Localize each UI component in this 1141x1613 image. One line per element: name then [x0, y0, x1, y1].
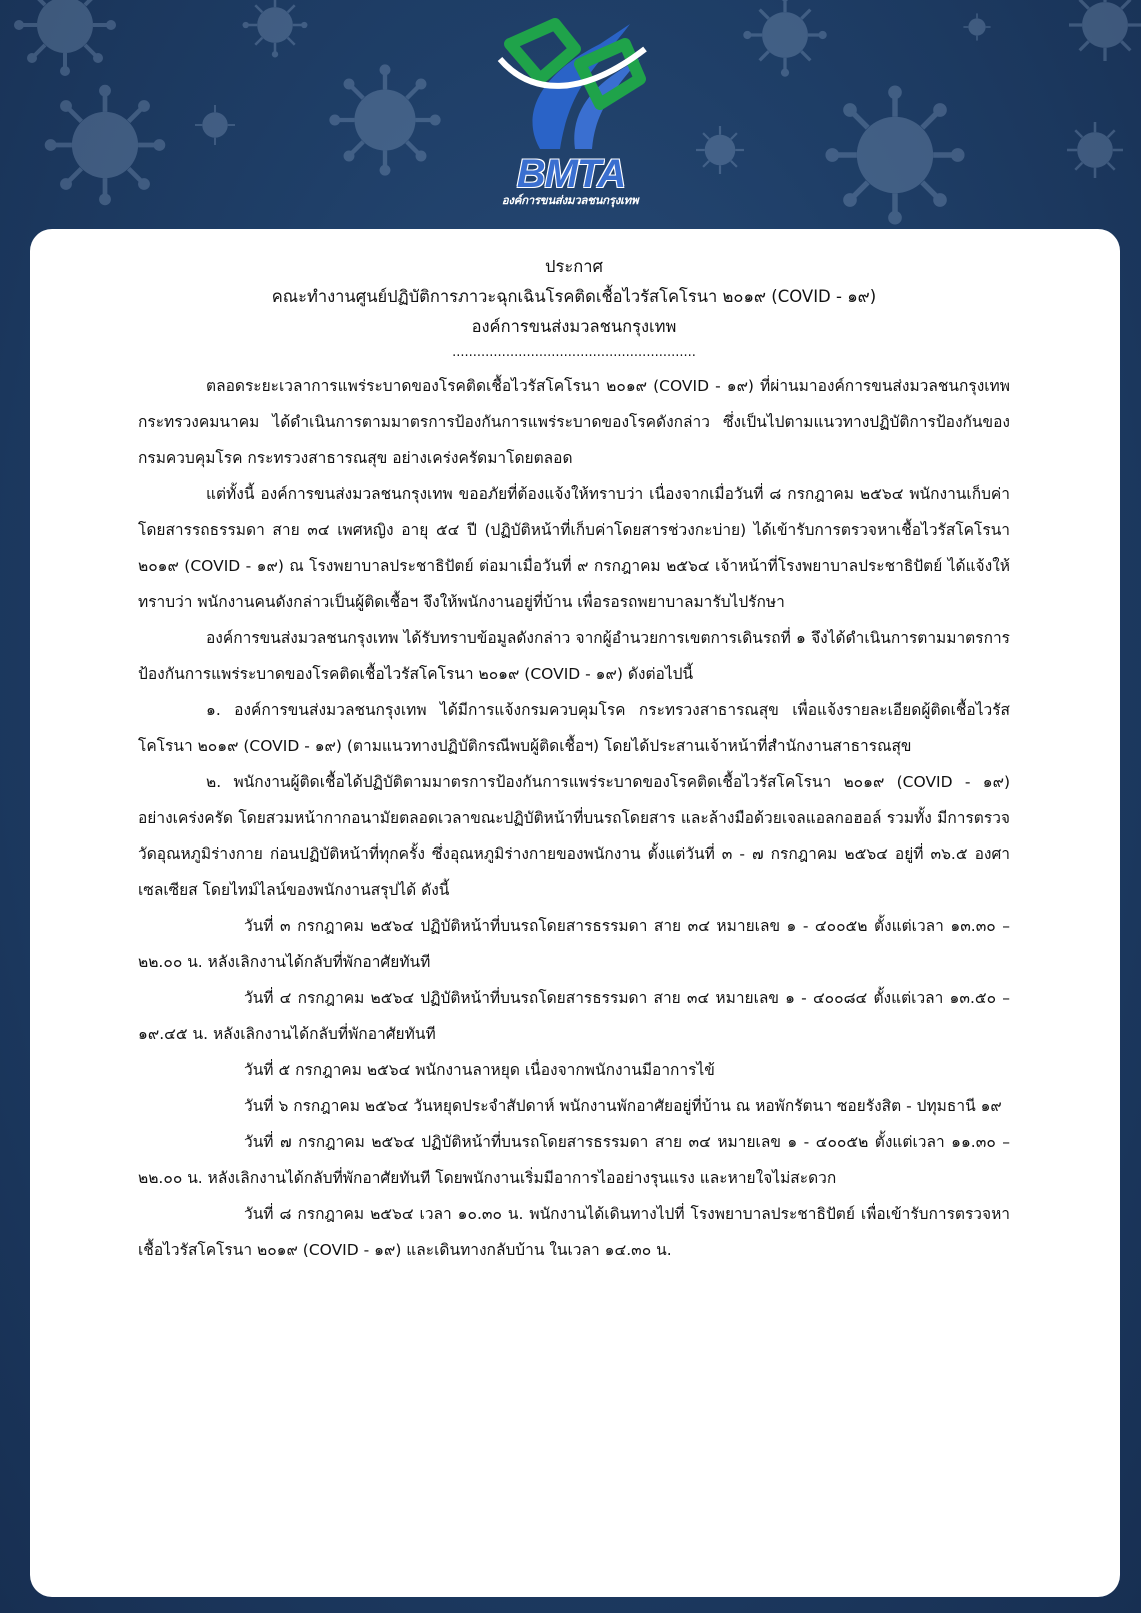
- virus-icon: [1060, 0, 1141, 70]
- virus-icon: [820, 80, 970, 230]
- timeline-item: วันที่ ๘ กรกฎาคม ๒๕๖๔ เวลา ๑๐.๓๐ น. พนักงานได้เดินทางไปที่ โรงพยาบาลประชาธิปัตย์ เพื่อเข้ารับการตรวจหาเชื้อไวรัสโคโรนา ๒๐๑๙ (COVID - ๑๙) และเดินทางกลับบ้าน ในเวลา ๑๔.๓๐ น.: [138, 1205, 1010, 1259]
- timeline-item: วันที่ ๖ กรกฎาคม ๒๕๖๔ วันหยุดประจำสัปดาห์ พนักงานพักอาศัยอยู่ที่บ้าน ณ หอพักรัตนา ซอยรังสิต - ปทุมธานี ๑๙: [244, 1097, 1002, 1115]
- virus-icon: [740, 0, 830, 80]
- timeline-item: วันที่ ๗ กรกฎาคม ๒๕๖๔ ปฏิบัติหน้าที่บนรถโดยสารธรรมดา สาย ๓๔ หมายเลข ๑ - ๔๐๐๕๒ ตั้งแต่เวลา ๑๑.๓๐ – ๒๒.๐๐ น. หลังเลิกงานได้กลับที่พักอาศัยทันที โดยพนักงานเริ่มมีอาการไออย่างรุนแรง และหายใจไม่สะดวก: [138, 1133, 1010, 1187]
- announcement-content: [138, 252, 1010, 1268]
- virus-icon: [1060, 115, 1130, 185]
- paragraph: ๑. องค์การขนส่งมวลชนกรุงเทพ ได้มีการแจ้งกรมควบคุมโรค กระทรวงสาธารณสุข เพื่อแจ้งรายละเอียดผู้ติดเชื้อไวรัสโคโรนา ๒๐๑๙ (COVID - ๑๙) (ตามแนวทางปฏิบัติกรณีพบผู้ติดเชื้อฯ) โดยได้ประสานเจ้าหน้าที่สำนักงานสาธารณสุข: [138, 701, 1010, 755]
- virus-icon: [10, 0, 120, 80]
- bmta-logo: [480, 4, 660, 207]
- timeline-item: วันที่ ๕ กรกฎาคม ๒๕๖๔ พนักงานลาหยุด เนื่องจากพนักงานมีอาการไข้: [244, 1061, 715, 1079]
- bmta-emblem-icon: [480, 4, 660, 154]
- announcement-organization: องค์การขนส่งมวลชนกรุงเทพ: [471, 317, 677, 336]
- divider: ...........................................................: [452, 345, 696, 360]
- timeline-item: วันที่ ๔ กรกฎาคม ๒๕๖๔ ปฏิบัติหน้าที่บนรถโดยสารธรรมดา สาย ๓๔ หมายเลข ๑ - ๔๐๐๘๔ ตั้งแต่เวลา ๑๓.๕๐ – ๑๙.๔๕ น. หลังเลิกงานได้กลับที่พักอาศัยทันที: [138, 989, 1010, 1043]
- paragraph: ตลอดระยะเวลาการแพร่ระบาดของโรคติดเชื้อไวรัสโคโรนา ๒๐๑๙ (COVID - ๑๙) ที่ผ่านมาองค์การขนส่งมวลชนกรุงเทพ กระทรวงคมนาคม ได้ดำเนินการตามมาตรการป้องกันการแพร่ระบาดของโรคดังกล่าว ซึ่งเป็นไปตามแนวทางปฏิบัติการป้องกันของกรมควบคุมโรค กระทรวงสาธารณสุข อย่างเคร่งครัดมาโดยตลอด: [138, 377, 1010, 467]
- virus-icon: [960, 10, 994, 44]
- paragraph: แต่ทั้งนี้ องค์การขนส่งมวลชนกรุงเทพ ขออภัยที่ต้องแจ้งให้ทราบว่า เนื่องจากเมื่อวันที่ ๘ กรกฎาคม ๒๕๖๔ พนักงานเก็บค่าโดยสารรถธรรมดา สาย ๓๔ เพศหญิง อายุ ๕๔ ปี (ปฏิบัติหน้าที่เก็บค่าโดยสารช่วงกะบ่าย) ได้เข้ารับการตรวจหาเชื้อไวรัสโคโรนา ๒๐๑๙ (COVID - ๑๙) ณ โรงพยาบาลประชาธิปัตย์ ต่อมาเมื่อวันที่ ๙ กรกฎาคม ๒๕๖๔ เจ้าหน้าที่โรงพยาบาลประชาธิปัตย์ ได้แจ้งให้ทราบว่า พนักงานคนดังกล่าวเป็นผู้ติดเชื้อฯ จึงให้พนักงานอยู่ที่บ้าน เพื่อรอรถพยาบาลมารับไปรักษา: [138, 485, 1010, 611]
- virus-icon: [690, 120, 750, 180]
- paragraph: องค์การขนส่งมวลชนกรุงเทพ ได้รับทราบข้อมูลดังกล่าว จากผู้อำนวยการเขตการเดินรถที่ ๑ จึงได้ดำเนินการตามมาตรการป้องกันการแพร่ระบาดของโรคติดเชื้อไวรัสโคโรนา ๒๐๑๙ (COVID - ๑๙) ดังต่อไปนี้: [138, 629, 1010, 683]
- announcement-heading: ประกาศ: [545, 257, 603, 276]
- logo-acronym: BMTA: [516, 152, 626, 196]
- virus-icon: [240, 0, 310, 60]
- virus-icon: [40, 80, 170, 210]
- paragraph: ๒. พนักงานผู้ติดเชื้อได้ปฏิบัติตามมาตรการป้องกันการแพร่ระบาดของโรคติดเชื้อไวรัสโคโรนา ๒๐๑๙ (COVID - ๑๙) อย่างเคร่งครัด โดยสวมหน้ากากอนามัยตลอดเวลาขณะปฏิบัติหน้าที่บนรถโดยสาร และล้างมือด้วยเจลแอลกอฮอล์ รวมทั้ง มีการตรวจวัดอุณหภูมิร่างกาย ก่อนปฏิบัติหน้าที่ทุกครั้ง ซึ่งอุณหภูมิร่างกายของพนักงาน ตั้งแต่วันที่ ๓ - ๗ กรกฎาคม ๒๕๖๔ อยู่ที่ ๓๖.๕ องศาเซลเซียส โดยไทม์ไลน์ของพนักงานสรุปได้ ดังนี้: [138, 773, 1010, 899]
- virus-icon: [325, 60, 445, 180]
- virus-icon: [190, 100, 240, 150]
- announcement-committee: คณะทำงานศูนย์ปฏิบัติการภาวะฉุกเฉินโรคติดเชื้อไวรัสโคโรนา ๒๐๑๙ (COVID - ๑๙): [271, 287, 877, 306]
- timeline-item: วันที่ ๓ กรกฎาคม ๒๕๖๔ ปฏิบัติหน้าที่บนรถโดยสารธรรมดา สาย ๓๔ หมายเลข ๑ - ๔๐๐๕๒ ตั้งแต่เวลา ๑๓.๓๐ – ๒๒.๐๐ น. หลังเลิกงานได้กลับที่พักอาศัยทันที: [138, 917, 1010, 971]
- logo-org-name: องค์การขนส่งมวลชนกรุงเทพ: [501, 195, 639, 207]
